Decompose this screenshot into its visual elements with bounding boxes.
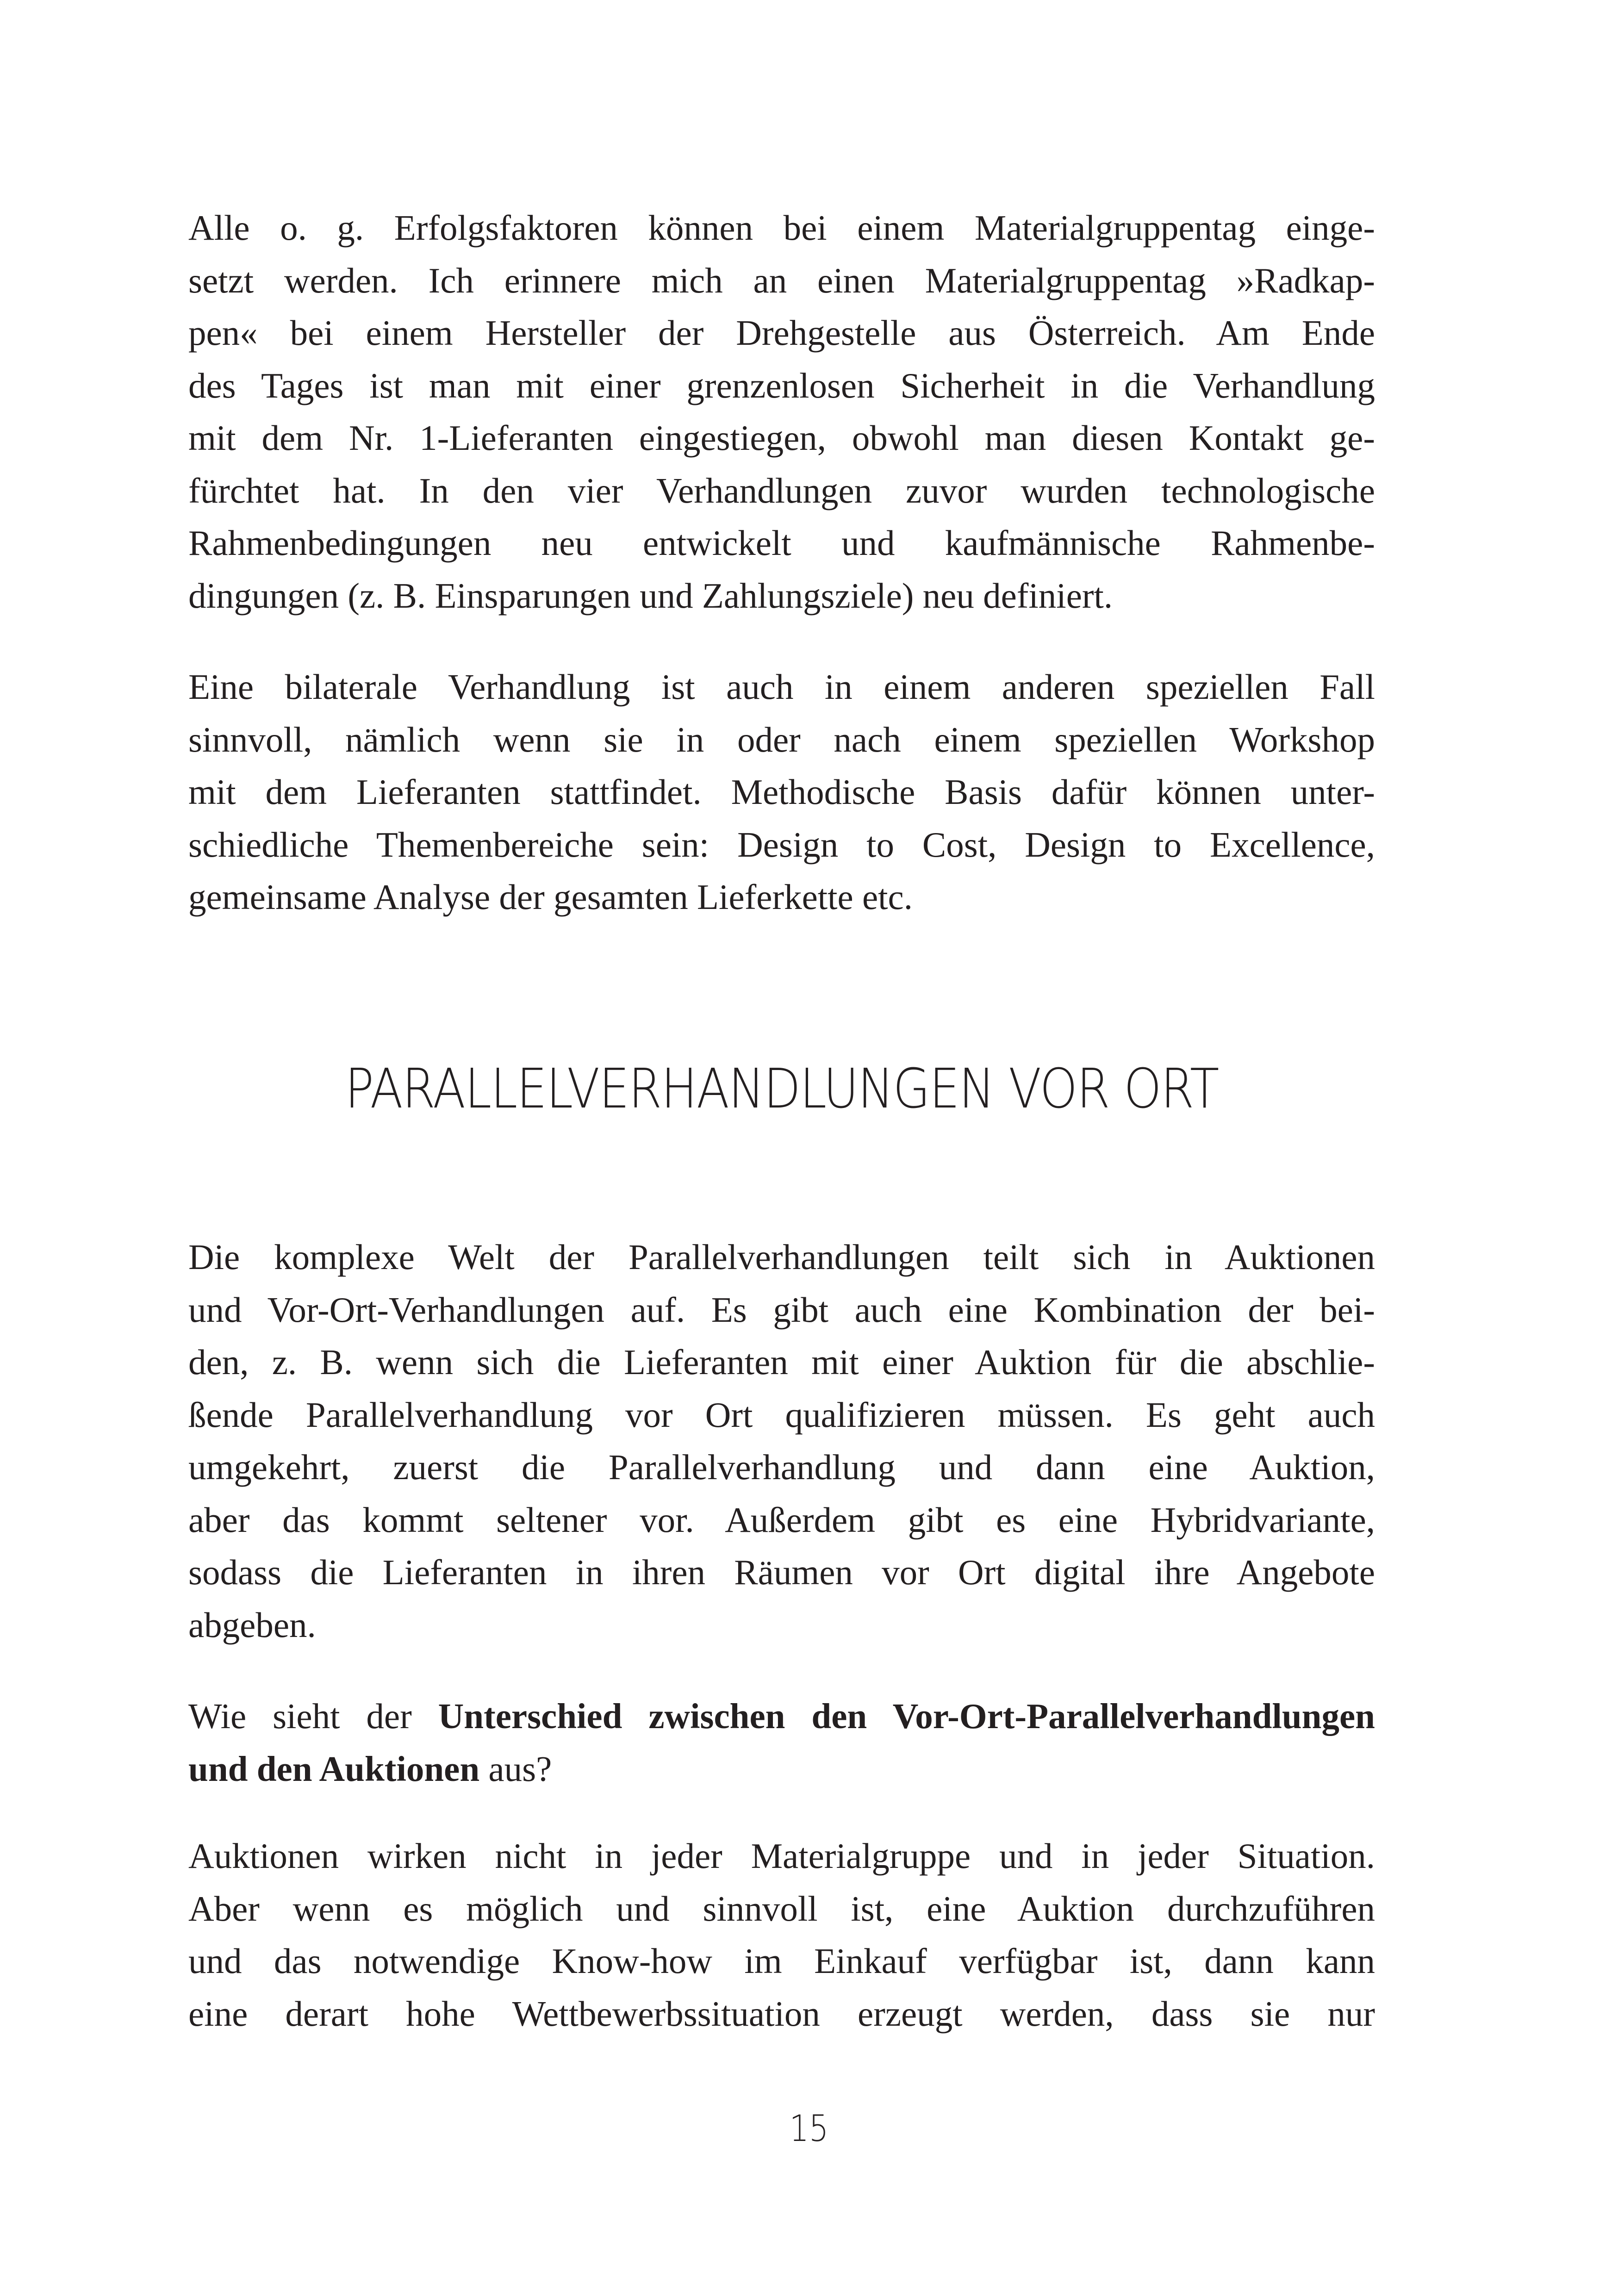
text-line: Rahmenbedingungen neu entwickelt und kaufmännische Rahmenbe-: [188, 523, 1375, 563]
text-line: Die komplexe Welt der Parallelverhandlungen teilt sich in Auktionen: [188, 1237, 1375, 1277]
paragraph-question: [188, 1690, 1375, 1795]
text-line: und das notwendige Know-how im Einkauf verfügbar ist, dann kann: [188, 1941, 1375, 1981]
bold-text: und den Auktionen: [188, 1748, 480, 1789]
text-line: mit dem Nr. 1-Lieferanten eingestiegen, obwohl man diesen Kontakt ge-: [188, 418, 1375, 458]
bold-text: Unterschied zwischen den Vor-Ort-Parallelverhandlungen: [438, 1696, 1375, 1736]
text-line: dingungen (z. B. Einsparungen und Zahlungsziele) neu definiert.: [188, 575, 1113, 616]
text-line: ßende Parallelverhandlung vor Ort qualifizieren müssen. Es geht auch: [188, 1394, 1375, 1435]
paragraph-materialgruppentag: [188, 202, 1375, 622]
text-line: aber das kommt seltener vor. Außerdem gibt es eine Hybridvariante,: [188, 1500, 1375, 1540]
paragraph-bilaterale-verhandlung: [188, 661, 1375, 924]
text-line: gemeinsame Analyse der gesamten Lieferkette etc.: [188, 877, 913, 917]
text-line: eine derart hohe Wettbewerbssituation erzeugt werden, dass sie nur: [188, 1993, 1375, 2034]
text-line: fürchtet hat. In den vier Verhandlungen zuvor wurden technologische: [188, 470, 1375, 510]
text-line: pen« bei einem Hersteller der Drehgestelle aus Österreich. Am Ende: [188, 313, 1375, 353]
text-line: sinnvoll, nämlich wenn sie in oder nach einem speziellen Workshop: [188, 719, 1375, 759]
text-line: sodass die Lieferanten in ihren Räumen vor Ort digital ihre Angebote: [188, 1552, 1375, 1592]
text-line: Alle o. g. Erfolgsfaktoren können bei einem Materialgruppentag einge-: [188, 208, 1375, 248]
text-line: schiedliche Themenbereiche sein: Design to Cost, Design to Excellence,: [188, 824, 1375, 865]
text-line: den, z. B. wenn sich die Lieferanten mit einer Auktion für die abschlie-: [188, 1342, 1375, 1382]
text-line: [188, 1743, 1375, 1796]
text-line: setzt werden. Ich erinnere mich an einen Materialgruppentag »Radkap-: [188, 260, 1375, 300]
text-line: [188, 1690, 1375, 1743]
text-line: Aber wenn es möglich und sinnvoll ist, eine Auktion durchzuführen: [188, 1888, 1375, 1929]
text-line: Eine bilaterale Verhandlung ist auch in einem anderen speziellen Fall: [188, 667, 1375, 707]
text-line: mit dem Lieferanten stattfindet. Methodische Basis dafür können unter-: [188, 772, 1375, 812]
page-number: 15: [789, 2108, 829, 2150]
section-heading: PARALLELVERHANDLUNGEN VOR ORT: [345, 1057, 1219, 1120]
paragraph-auktionen: [188, 1830, 1375, 2040]
text-line: abgeben.: [188, 1605, 316, 1645]
text-line: umgekehrt, zuerst die Parallelverhandlung und dann eine Auktion,: [188, 1447, 1375, 1487]
text-line: und Vor-Ort-Verhandlungen auf. Es gibt auch eine Kombination der bei-: [188, 1289, 1375, 1330]
text-line: des Tages ist man mit einer grenzenlosen Sicherheit in die Verhandlung: [188, 365, 1375, 405]
paragraph-parallelverhandlungen: [188, 1231, 1375, 1651]
regular-text: aus?: [479, 1748, 552, 1789]
regular-text: Wie sieht der: [188, 1696, 438, 1736]
text-line: Auktionen wirken nicht in jeder Materialgruppe und in jeder Situation.: [188, 1836, 1375, 1876]
